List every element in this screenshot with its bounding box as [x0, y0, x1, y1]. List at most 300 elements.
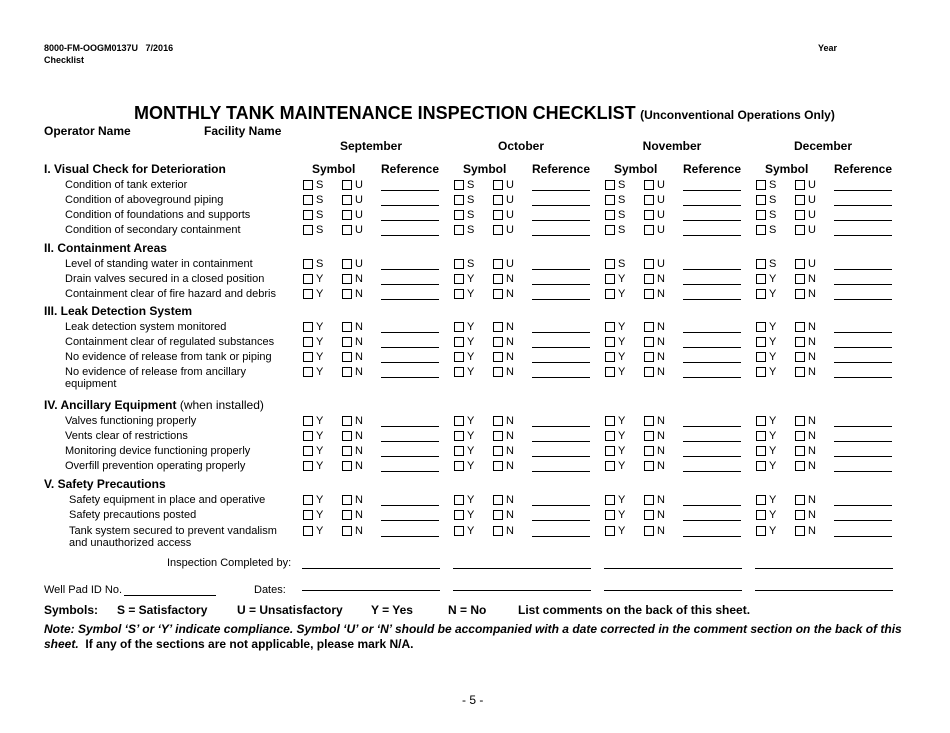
- checkbox[interactable]: [644, 180, 654, 190]
- reference-input[interactable]: [834, 520, 892, 521]
- checkbox-label: S: [769, 209, 777, 221]
- reference-input[interactable]: [834, 471, 892, 472]
- checkbox[interactable]: [342, 259, 352, 269]
- checkbox[interactable]: [644, 416, 654, 426]
- checkbox[interactable]: [493, 367, 503, 377]
- symbol-col-header: Symbol: [312, 162, 356, 176]
- checkbox[interactable]: [795, 367, 805, 377]
- checkbox[interactable]: [493, 446, 503, 456]
- inspection-date-input[interactable]: [302, 590, 440, 591]
- checkbox[interactable]: [342, 367, 352, 377]
- checkbox[interactable]: [795, 461, 805, 471]
- reference-input[interactable]: [532, 190, 590, 191]
- checkbox[interactable]: [342, 195, 352, 205]
- reference-input[interactable]: [834, 220, 892, 221]
- checkbox[interactable]: [644, 367, 654, 377]
- checkbox[interactable]: [795, 510, 805, 520]
- checkbox-label: U: [808, 258, 816, 270]
- checkbox-label: S: [467, 209, 475, 221]
- checkbox[interactable]: [756, 526, 766, 536]
- checklist-item-label: No evidence of release from ancillary equipment: [65, 366, 246, 390]
- checkbox[interactable]: [605, 352, 615, 362]
- checkbox[interactable]: [454, 495, 464, 505]
- reference-input[interactable]: [834, 235, 892, 236]
- page-number: - 5 -: [462, 693, 484, 707]
- checkbox[interactable]: [756, 210, 766, 220]
- reference-input[interactable]: [381, 235, 439, 236]
- checkbox[interactable]: [454, 367, 464, 377]
- checkbox[interactable]: [342, 225, 352, 235]
- checkbox[interactable]: [303, 225, 313, 235]
- reference-input[interactable]: [381, 269, 439, 270]
- checkbox[interactable]: [756, 322, 766, 332]
- checkbox[interactable]: [644, 510, 654, 520]
- checkbox-label: Y: [316, 525, 324, 537]
- reference-input[interactable]: [381, 471, 439, 472]
- checkbox[interactable]: [342, 337, 352, 347]
- checklist-item-label: Overfill prevention operating properly: [65, 460, 246, 472]
- reference-input[interactable]: [381, 299, 439, 300]
- checkbox-label: Y: [618, 445, 626, 457]
- checkbox[interactable]: [342, 289, 352, 299]
- checkbox-label: Y: [769, 366, 777, 378]
- checkbox-label: Y: [769, 288, 777, 300]
- checkbox-label: N: [355, 430, 363, 442]
- reference-input[interactable]: [683, 205, 741, 206]
- checkbox-label: Y: [618, 509, 626, 521]
- checkbox[interactable]: [454, 289, 464, 299]
- checkbox-label: S: [316, 258, 324, 270]
- checkbox[interactable]: [303, 322, 313, 332]
- reference-input[interactable]: [532, 456, 590, 457]
- checkbox[interactable]: [342, 274, 352, 284]
- reference-col-header: Reference: [381, 162, 440, 176]
- reference-input[interactable]: [834, 536, 892, 537]
- checklist-item-label: Containment clear of regulated substances: [65, 336, 275, 348]
- checkbox[interactable]: [342, 495, 352, 505]
- checkbox[interactable]: [303, 337, 313, 347]
- checkbox[interactable]: [756, 495, 766, 505]
- reference-input[interactable]: [532, 205, 590, 206]
- inspector-signature-input[interactable]: [755, 568, 893, 569]
- checkbox[interactable]: [644, 225, 654, 235]
- checkbox[interactable]: [303, 195, 313, 205]
- checkbox[interactable]: [342, 510, 352, 520]
- reference-input[interactable]: [381, 284, 439, 285]
- inspection-date-input[interactable]: [453, 590, 591, 591]
- reference-input[interactable]: [834, 284, 892, 285]
- checklist-item-label: Condition of secondary containment: [65, 224, 241, 236]
- checkbox[interactable]: [454, 337, 464, 347]
- checkbox[interactable]: [493, 461, 503, 471]
- checkbox[interactable]: [342, 352, 352, 362]
- reference-input[interactable]: [834, 456, 892, 457]
- reference-input[interactable]: [532, 441, 590, 442]
- reference-input[interactable]: [683, 520, 741, 521]
- checkbox[interactable]: [605, 510, 615, 520]
- checkbox-label: Y: [769, 525, 777, 537]
- checkbox-label: Y: [316, 430, 324, 442]
- checkbox[interactable]: [795, 274, 805, 284]
- reference-input[interactable]: [381, 377, 439, 378]
- checkbox[interactable]: [493, 352, 503, 362]
- checkbox[interactable]: [493, 510, 503, 520]
- inspection-date-input[interactable]: [755, 590, 893, 591]
- reference-input[interactable]: [834, 205, 892, 206]
- checkbox[interactable]: [605, 225, 615, 235]
- reference-input[interactable]: [532, 235, 590, 236]
- checkbox-label: N: [657, 430, 665, 442]
- checkbox[interactable]: [644, 274, 654, 284]
- checkbox[interactable]: [644, 210, 654, 220]
- checkbox-label: N: [506, 336, 514, 348]
- reference-input[interactable]: [683, 426, 741, 427]
- reference-input[interactable]: [683, 269, 741, 270]
- checkbox[interactable]: [756, 259, 766, 269]
- checkbox-label: Y: [467, 351, 475, 363]
- checkbox[interactable]: [756, 367, 766, 377]
- reference-input[interactable]: [683, 299, 741, 300]
- reference-input[interactable]: [381, 505, 439, 506]
- checkbox[interactable]: [454, 180, 464, 190]
- checkbox[interactable]: [454, 259, 464, 269]
- checkbox-label: Y: [467, 509, 475, 521]
- checkbox[interactable]: [756, 446, 766, 456]
- reference-input[interactable]: [834, 299, 892, 300]
- checkbox[interactable]: [342, 446, 352, 456]
- checkbox[interactable]: [756, 195, 766, 205]
- reference-input[interactable]: [683, 471, 741, 472]
- checkbox[interactable]: [756, 352, 766, 362]
- checkbox[interactable]: [493, 274, 503, 284]
- checkbox[interactable]: [303, 367, 313, 377]
- checklist-item-label: Condition of tank exterior: [65, 179, 188, 191]
- reference-input[interactable]: [834, 362, 892, 363]
- checkbox[interactable]: [342, 431, 352, 441]
- symbol-col-header: Symbol: [765, 162, 809, 176]
- checkbox-label: S: [467, 179, 475, 191]
- checkbox-label: N: [355, 509, 363, 521]
- checkbox[interactable]: [644, 352, 654, 362]
- checkbox[interactable]: [342, 526, 352, 536]
- checkbox[interactable]: [454, 461, 464, 471]
- checkbox[interactable]: [795, 322, 805, 332]
- checkbox-label: N: [506, 321, 514, 333]
- checkbox[interactable]: [756, 337, 766, 347]
- facility-name-label: Facility Name: [204, 124, 282, 138]
- checkbox[interactable]: [493, 416, 503, 426]
- reference-input[interactable]: [834, 441, 892, 442]
- checkbox[interactable]: [644, 526, 654, 536]
- checkbox-label: Y: [769, 509, 777, 521]
- inspector-signature-input[interactable]: [453, 568, 591, 569]
- checkbox[interactable]: [605, 210, 615, 220]
- checkbox[interactable]: [644, 431, 654, 441]
- checkbox[interactable]: [454, 446, 464, 456]
- reference-input[interactable]: [683, 220, 741, 221]
- checkbox[interactable]: [342, 416, 352, 426]
- checkbox[interactable]: [303, 210, 313, 220]
- symbol-y: Y = Yes: [371, 603, 413, 617]
- reference-input[interactable]: [683, 456, 741, 457]
- checkbox[interactable]: [795, 337, 805, 347]
- reference-input[interactable]: [381, 190, 439, 191]
- checkbox[interactable]: [303, 289, 313, 299]
- checkbox[interactable]: [795, 259, 805, 269]
- checkbox[interactable]: [454, 274, 464, 284]
- checkbox-label: N: [808, 430, 816, 442]
- checkbox[interactable]: [454, 210, 464, 220]
- well-pad-input[interactable]: [124, 595, 216, 596]
- checkbox-label: N: [657, 321, 665, 333]
- checkbox-label: Y: [467, 494, 475, 506]
- checkbox-label: Y: [467, 460, 475, 472]
- checkbox[interactable]: [605, 446, 615, 456]
- checkbox[interactable]: [795, 352, 805, 362]
- checkbox-label: N: [808, 460, 816, 472]
- checkbox[interactable]: [605, 337, 615, 347]
- reference-input[interactable]: [683, 284, 741, 285]
- checkbox-label: Y: [618, 273, 626, 285]
- checkbox[interactable]: [605, 322, 615, 332]
- checkbox-label: N: [506, 525, 514, 537]
- reference-input[interactable]: [834, 269, 892, 270]
- checkbox-label: N: [355, 273, 363, 285]
- checkbox-label: N: [355, 445, 363, 457]
- checkbox[interactable]: [303, 274, 313, 284]
- reference-input[interactable]: [834, 377, 892, 378]
- checkbox[interactable]: [303, 526, 313, 536]
- checkbox-label: N: [355, 336, 363, 348]
- checkbox[interactable]: [454, 195, 464, 205]
- checkbox-label: Y: [769, 336, 777, 348]
- checkbox[interactable]: [795, 210, 805, 220]
- reference-input[interactable]: [381, 205, 439, 206]
- reference-input[interactable]: [381, 347, 439, 348]
- reference-input[interactable]: [683, 536, 741, 537]
- checkbox-label: U: [355, 224, 363, 236]
- checkbox-label: Y: [769, 494, 777, 506]
- checkbox-label: Y: [467, 336, 475, 348]
- checkbox[interactable]: [605, 289, 615, 299]
- reference-input[interactable]: [381, 536, 439, 537]
- checkbox[interactable]: [605, 274, 615, 284]
- checkbox[interactable]: [493, 289, 503, 299]
- checkbox-label: S: [316, 209, 324, 221]
- checkbox[interactable]: [756, 431, 766, 441]
- reference-input[interactable]: [834, 190, 892, 191]
- reference-input[interactable]: [683, 235, 741, 236]
- checkbox-label: N: [355, 288, 363, 300]
- reference-input[interactable]: [834, 332, 892, 333]
- checkbox[interactable]: [493, 322, 503, 332]
- checkbox-label: Y: [618, 430, 626, 442]
- reference-input[interactable]: [532, 284, 590, 285]
- checkbox-label: N: [355, 494, 363, 506]
- reference-input[interactable]: [834, 505, 892, 506]
- checkbox[interactable]: [303, 352, 313, 362]
- checkbox[interactable]: [454, 322, 464, 332]
- reference-input[interactable]: [532, 220, 590, 221]
- checkbox-label: U: [506, 194, 514, 206]
- checkbox-label: U: [657, 179, 665, 191]
- reference-input[interactable]: [532, 299, 590, 300]
- reference-input[interactable]: [532, 520, 590, 521]
- checkbox[interactable]: [795, 431, 805, 441]
- checkbox[interactable]: [454, 431, 464, 441]
- checkbox[interactable]: [303, 510, 313, 520]
- checkbox[interactable]: [795, 416, 805, 426]
- checkbox[interactable]: [756, 274, 766, 284]
- checkbox[interactable]: [756, 180, 766, 190]
- checkbox[interactable]: [303, 495, 313, 505]
- checkbox[interactable]: [493, 495, 503, 505]
- checkbox-label: N: [657, 509, 665, 521]
- reference-input[interactable]: [834, 347, 892, 348]
- checkbox[interactable]: [756, 289, 766, 299]
- checkbox-label: N: [506, 445, 514, 457]
- symbol-col-header: Symbol: [614, 162, 658, 176]
- checkbox[interactable]: [756, 225, 766, 235]
- reference-input[interactable]: [683, 377, 741, 378]
- checkbox[interactable]: [493, 210, 503, 220]
- checkbox[interactable]: [342, 461, 352, 471]
- checkbox[interactable]: [644, 322, 654, 332]
- checkbox-label: N: [808, 366, 816, 378]
- checkbox[interactable]: [644, 337, 654, 347]
- checkbox[interactable]: [493, 259, 503, 269]
- checkbox[interactable]: [605, 461, 615, 471]
- checkbox[interactable]: [303, 461, 313, 471]
- checkbox[interactable]: [756, 416, 766, 426]
- reference-input[interactable]: [683, 347, 741, 348]
- reference-input[interactable]: [834, 426, 892, 427]
- checkbox-label: N: [657, 336, 665, 348]
- checkbox[interactable]: [795, 225, 805, 235]
- reference-input[interactable]: [532, 471, 590, 472]
- checkbox[interactable]: [342, 322, 352, 332]
- inspector-signature-input[interactable]: [604, 568, 742, 569]
- checkbox[interactable]: [493, 431, 503, 441]
- month-header: October: [497, 139, 544, 153]
- checkbox[interactable]: [342, 180, 352, 190]
- reference-input[interactable]: [381, 441, 439, 442]
- checkbox[interactable]: [795, 446, 805, 456]
- checkbox-label: Y: [467, 321, 475, 333]
- checkbox[interactable]: [454, 225, 464, 235]
- reference-input[interactable]: [381, 456, 439, 457]
- month-header: September: [339, 139, 403, 153]
- reference-input[interactable]: [532, 269, 590, 270]
- checkbox[interactable]: [493, 337, 503, 347]
- checkbox-label: U: [808, 209, 816, 221]
- inspection-date-input[interactable]: [604, 590, 742, 591]
- checkbox[interactable]: [644, 195, 654, 205]
- operator-name-label: Operator Name: [44, 124, 131, 138]
- checkbox[interactable]: [303, 180, 313, 190]
- reference-input[interactable]: [683, 190, 741, 191]
- checkbox[interactable]: [795, 180, 805, 190]
- reference-input[interactable]: [532, 347, 590, 348]
- checkbox[interactable]: [605, 431, 615, 441]
- checkbox[interactable]: [493, 225, 503, 235]
- reference-input[interactable]: [532, 426, 590, 427]
- checkbox-label: N: [657, 366, 665, 378]
- checkbox[interactable]: [493, 195, 503, 205]
- checkbox-label: Y: [769, 430, 777, 442]
- checkbox[interactable]: [644, 446, 654, 456]
- checkbox[interactable]: [454, 416, 464, 426]
- checkbox[interactable]: [756, 510, 766, 520]
- checkbox[interactable]: [795, 495, 805, 505]
- reference-input[interactable]: [683, 332, 741, 333]
- reference-input[interactable]: [683, 505, 741, 506]
- reference-input[interactable]: [683, 441, 741, 442]
- checkbox[interactable]: [605, 195, 615, 205]
- checkbox[interactable]: [605, 416, 615, 426]
- checkbox[interactable]: [303, 431, 313, 441]
- checkbox-label: U: [355, 194, 363, 206]
- reference-input[interactable]: [381, 426, 439, 427]
- checkbox[interactable]: [454, 510, 464, 520]
- checkbox-label: U: [657, 194, 665, 206]
- reference-input[interactable]: [532, 536, 590, 537]
- reference-input[interactable]: [532, 332, 590, 333]
- checkbox[interactable]: [795, 526, 805, 536]
- checkbox[interactable]: [605, 180, 615, 190]
- checkbox[interactable]: [493, 526, 503, 536]
- checkbox[interactable]: [605, 367, 615, 377]
- checkbox-label: Y: [467, 525, 475, 537]
- checkbox[interactable]: [454, 352, 464, 362]
- checkbox[interactable]: [795, 195, 805, 205]
- checkbox[interactable]: [303, 259, 313, 269]
- reference-input[interactable]: [381, 332, 439, 333]
- checkbox-label: N: [355, 351, 363, 363]
- checkbox[interactable]: [644, 259, 654, 269]
- checkbox-label: Y: [618, 494, 626, 506]
- checkbox-label: S: [467, 224, 475, 236]
- checkbox[interactable]: [795, 289, 805, 299]
- checkbox-label: N: [657, 351, 665, 363]
- checkbox[interactable]: [605, 495, 615, 505]
- checkbox-label: S: [769, 179, 777, 191]
- reference-input[interactable]: [683, 362, 741, 363]
- checkbox-label: U: [506, 258, 514, 270]
- reference-input[interactable]: [532, 505, 590, 506]
- checkbox[interactable]: [756, 461, 766, 471]
- checkbox[interactable]: [342, 210, 352, 220]
- checkbox[interactable]: [605, 259, 615, 269]
- reference-input[interactable]: [381, 362, 439, 363]
- reference-input[interactable]: [532, 377, 590, 378]
- checkbox[interactable]: [303, 446, 313, 456]
- checkbox[interactable]: [454, 526, 464, 536]
- checkbox[interactable]: [644, 289, 654, 299]
- checkbox-label: Y: [316, 288, 324, 300]
- inspector-signature-input[interactable]: [302, 568, 440, 569]
- reference-input[interactable]: [381, 520, 439, 521]
- checkbox[interactable]: [644, 495, 654, 505]
- checkbox[interactable]: [644, 461, 654, 471]
- checkbox-label: Y: [467, 366, 475, 378]
- checkbox[interactable]: [303, 416, 313, 426]
- reference-input[interactable]: [381, 220, 439, 221]
- reference-input[interactable]: [532, 362, 590, 363]
- checkbox[interactable]: [605, 526, 615, 536]
- checkbox[interactable]: [493, 180, 503, 190]
- checkbox-label: N: [506, 273, 514, 285]
